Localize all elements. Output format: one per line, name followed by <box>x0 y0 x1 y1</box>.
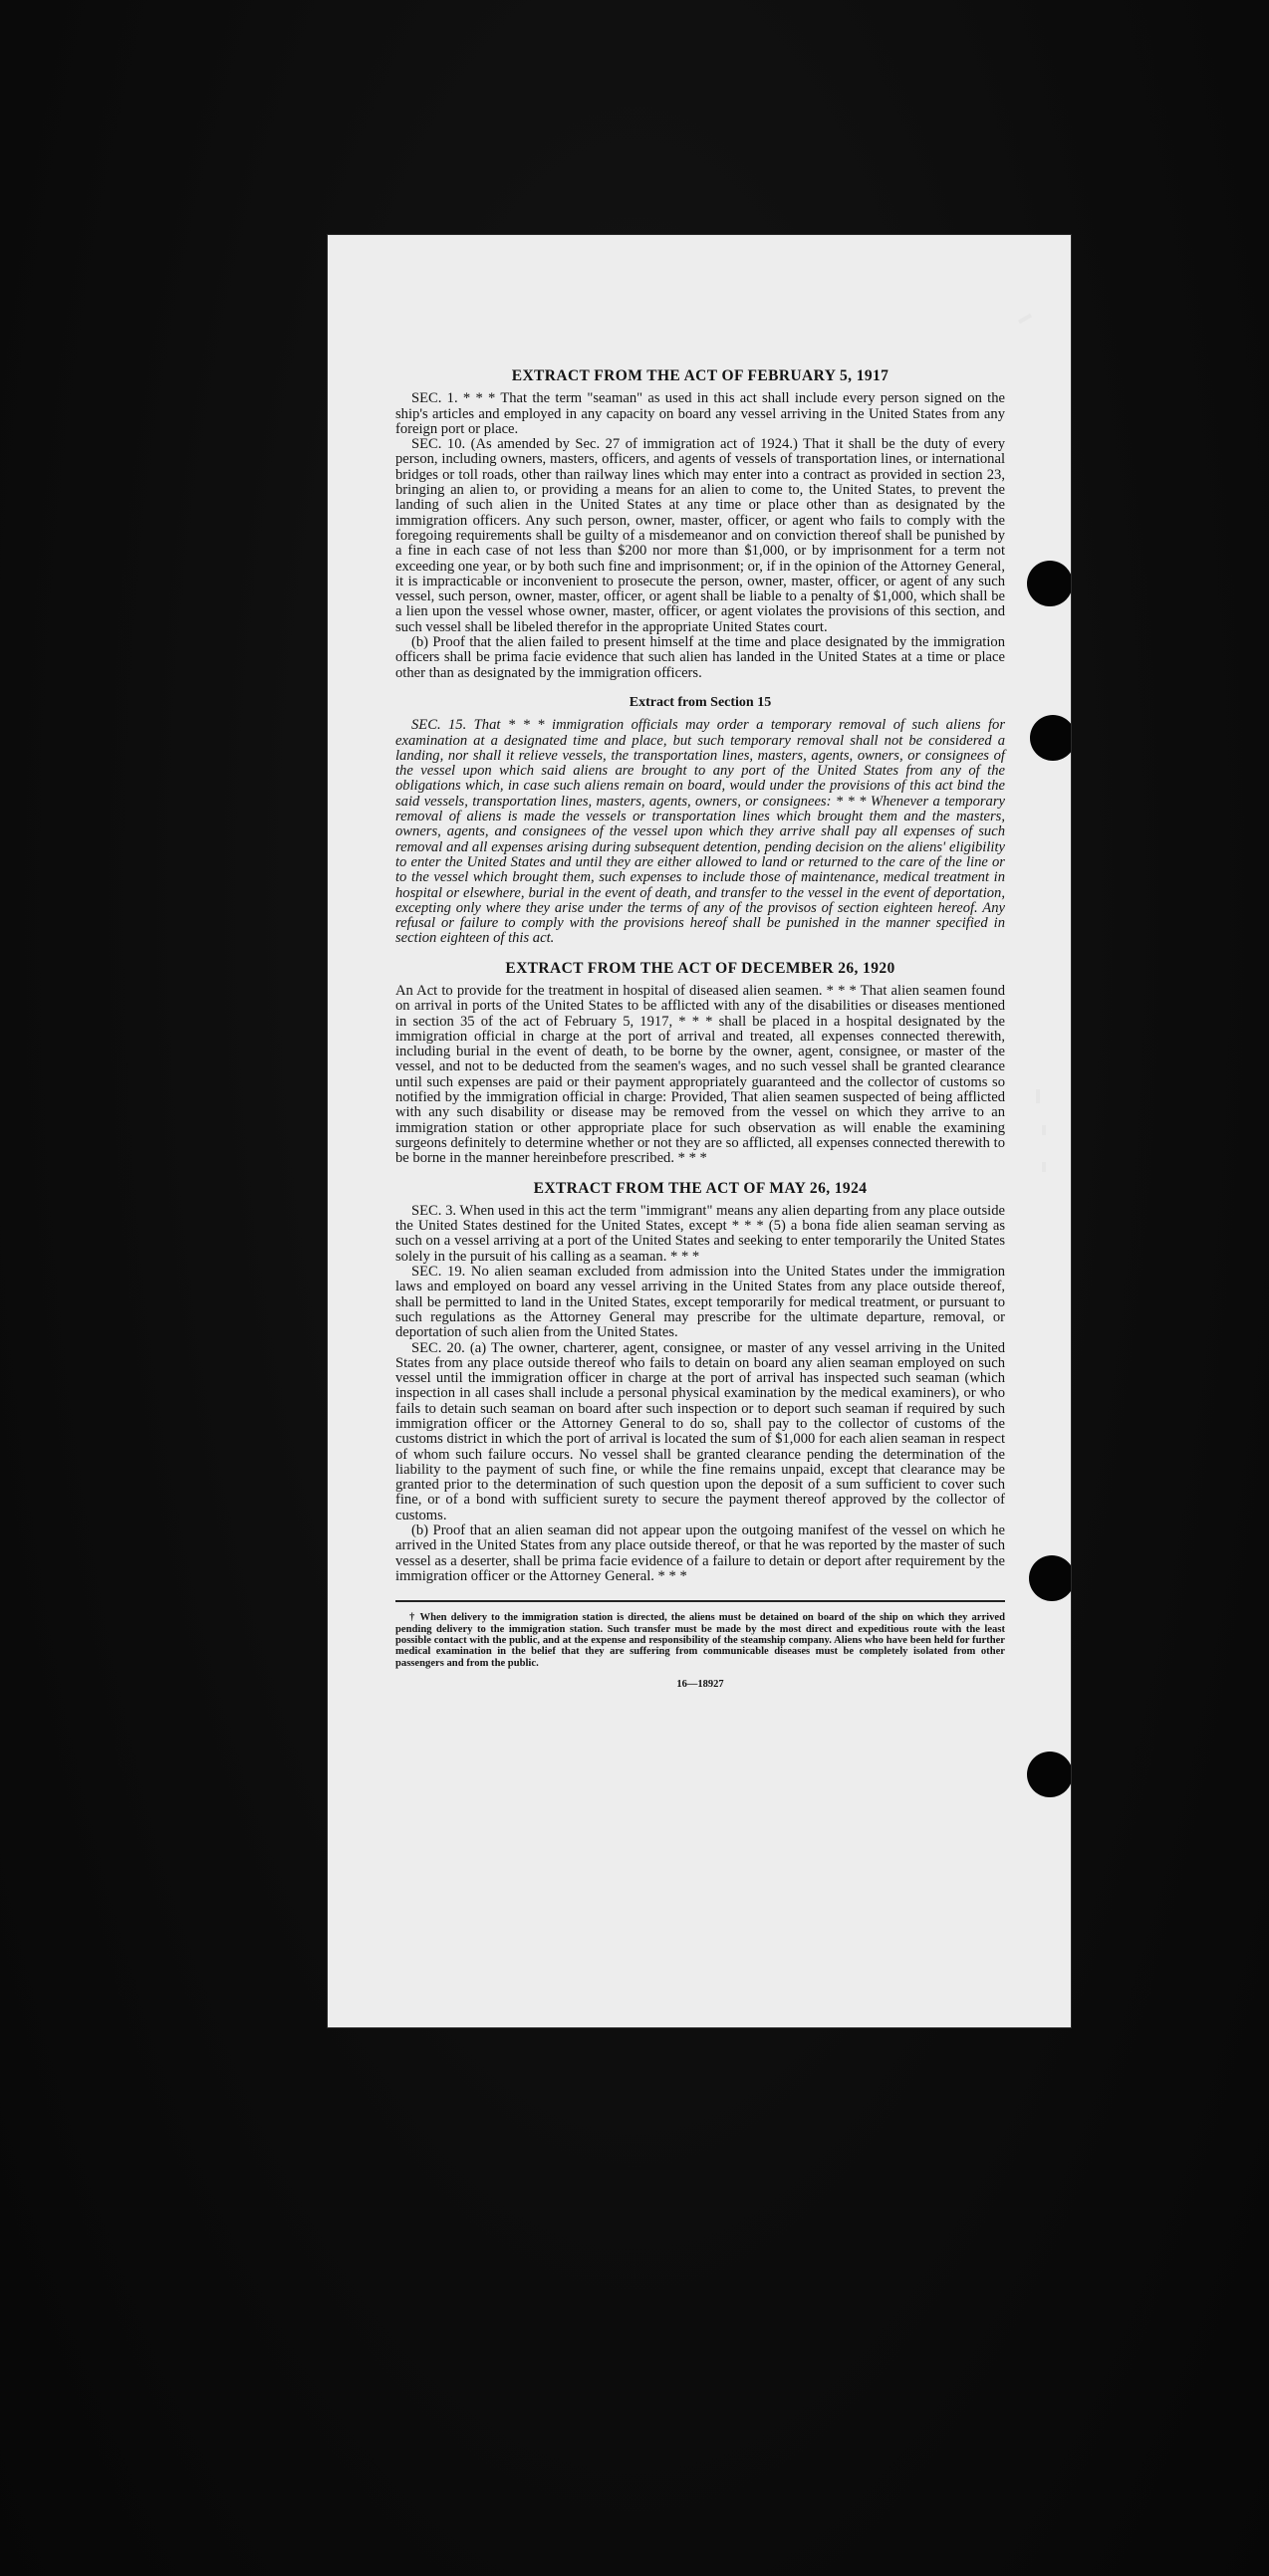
heading-act-1920: EXTRACT FROM THE ACT OF DECEMBER 26, 1920 <box>505 959 895 977</box>
paragraph-sec-15: SEC. 15. That * * * immigration officials may order a temporary removal of such aliens for examination at a designated time and place, but such temporary removal shall not be considered a landing, nor shall it relieve vessels, the transportation lines, masters, agents, owners, or consignees of the vessel upon which said aliens are brought to any port of the United States from any of the obligations which, in case such aliens remain on board, would under the provisions of this act bind the said vessels, transportation lines, masters, agents, owners, or consignees: * * * Whenever a temporary removal of aliens is made the vessels or transportation lines which brought them and the masters, owners, agents, and consignees of the vessel upon which they arrive shall pay all expenses of such removal and all expenses arising during subsequent detention, pending decision on the aliens' eligibility to enter the United States and until they are either allowed to land or returned to the care of the line or to the vessel which brought them, such expenses to include those of maintenance, medical treatment in hospital or elsewhere, burial in the event of death, and transfer to the vessel in the event of deportation, excepting only where they arise under the terms of any of the provisos of section eighteen hereof. Any refusal or failure to comply with the provisions hereof shall be punished in the manner specified in section eighteen of this act. <box>395 717 1005 947</box>
paragraph-sec-1: SEC. 1. * * * That the term "seaman" as used in this act shall include every person signed on the ship's articles and employed in any capacity on board any vessel arriving in the United States from any foreign port or place. <box>395 390 1005 437</box>
paragraph-sec-10: SEC. 10. (As amended by Sec. 27 of immigration act of 1924.) That it shall be the duty of every person, including owners, masters, officers, and agents of vessels of transportation lines, or international bridges or toll roads, other than railway lines which may enter into a contract as provided in section 23, bringing an alien to, or providing a means for an alien to come to, the United States, to prevent the landing of such alien in the United States at any time or place other than as designated by the immigration officers. Any such person, owner, master, officer, or agent who fails to comply with the foregoing requirements shall be guilty of a misdemeanor and on conviction thereof shall be punished by a fine in each case of not less than $200 nor more than $1,000, or by imprisonment for a term not exceeding one year, or by both such fine and imprisonment; or, if in the opinion of the Attorney General, it is impracticable or inconvenient to prosecute the person, owner, master, officer, or agent of any such vessel, such person, owner, master, officer, or agent shall be liable to a penalty of $1,000, which shall be a lien upon the vessel whose owner, master, officer, or agent violates the provisions of this section, and such vessel shall be libeled therefor in the appropriate United States court. <box>395 436 1005 635</box>
form-number: 16—18927 <box>676 1679 724 1691</box>
paragraph-sec-20-b: (b) Proof that an alien seaman did not appear upon the outgoing manifest of the vessel on which he arrived in the United States from any place outside thereof, or that he was reported by the master of such vessel as a deserter, shall be prima facie evidence of a failure to detain or deport after requirement by the immigration officer or the Attorney General. * * * <box>395 1522 1005 1584</box>
paragraph-sec-10-b: (b) Proof that the alien failed to present himself at the time and place designated by the immigration officers shall be prima facie evidence that such alien has landed in the United States at a time or place other than as designated by the immigration officers. <box>395 634 1005 681</box>
footnote-divider <box>395 1600 1005 1602</box>
scan-speck <box>1036 1089 1040 1103</box>
paragraph-sec-20-a: SEC. 20. (a) The owner, charterer, agent, consignee, or master of any vessel arriving in the United States from any place outside thereof who fails to detain on board any alien seaman employed on such vessel until the immigration officer in charge at the port of arrival has inspected such seaman (which inspection in all cases shall include a personal physical examination by the medical examiners), or who fails to detain such seaman on board after such inspection or to deport such seaman if required by such immigration officer or the Attorney General to do so, shall pay to the collector of customs of the customs district in which the port of arrival is located the sum of $1,000 for each alien seaman in respect of whom such failure occurs. No vessel shall be granted clearance pending the determination of the liability to the payment of such fine, or while the fine remains unpaid, except that clearance may be granted prior to the determination of such question upon the deposit of a sum sufficient to cover such fine, or of a bond with sufficient surety to secure the payment thereof approved by the collector of customs. <box>395 1339 1005 1523</box>
punch-hole <box>1030 715 1071 761</box>
scan-speck <box>1042 1125 1046 1135</box>
section-15-block <box>395 718 1005 946</box>
paragraph-sec-19: SEC. 19. No alien seaman excluded from admission into the United States under the immigration laws and employed on board any vessel arriving in the United States from any place outside thereof, shall be permitted to land in the United States, except temporarily for medical treatment, or pursuant to such regulations as the Attorney General may prescribe for the ultimate departure, removal, or deportation of such alien from the United States. <box>395 1264 1005 1341</box>
scan-speck <box>1042 1162 1046 1172</box>
heading-act-1924: EXTRACT FROM THE ACT OF MAY 26, 1924 <box>533 1179 868 1197</box>
punch-hole <box>1027 1752 1071 1797</box>
footnote: † When delivery to the immigration station is directed, the aliens must be detained on board of the ship on which they arrived pending delivery to the immigration station. Such transfer must be made by the most direct and expeditious route with the least possible contact with the public, and at the expense and responsibility of the steamship company. Aliens who have been held for further medical examination in the belief that they are suffering from communicable diseases must be completely isolated from other passengers and from the public. <box>395 1612 1005 1669</box>
punch-hole <box>1029 1555 1071 1601</box>
paragraph-sec-3: SEC. 3. When used in this act the term "immigrant" means any alien departing from any place outside the United States destined for the United States, except * * * (5) a bona fide alien seaman serving as such on a vessel arriving at a port of the United States and seeking to enter temporarily the United States solely in the pursuit of his calling as a seaman. * * * <box>395 1202 1005 1265</box>
paragraph-act-1920: An Act to provide for the treatment in hospital of diseased alien seamen. * * * That alien seamen found on arrival in ports of the United States to be afflicted with any of the disabilities or diseases mentioned in section 35 of the act of February 5, 1917, * * * shall be placed in a hospital designated by the immigration official in charge at the port of arrival and treated, all expenses connected therewith, including burial in the event of death, to be borne by the owner, agent, consignee, or master of the vessel, and not to be deducted from the seamen's wages, and no such vessel shall be granted clearance until such expenses are paid or their payment appropriately guaranteed and the collector of customs so notified by the immigration official in charge: Provided, That alien seamen suspected of being afflicted with any such disability or disease may be removed from the vessel on which they arrive to an immigration station or other appropriate place for such observation as will enable the examining surgeons definitely to determine whether or not they are so afflicted, all expenses connected therewith to be borne in the manner hereinbefore prescribed. * * * <box>395 982 1005 1167</box>
document-page <box>328 235 1071 2027</box>
heading-section-15: Extract from Section 15 <box>629 694 772 710</box>
punch-hole <box>1027 561 1071 606</box>
heading-act-1917: EXTRACT FROM THE ACT OF FEBRUARY 5, 1917 <box>511 367 889 384</box>
document-content <box>395 368 1005 1693</box>
